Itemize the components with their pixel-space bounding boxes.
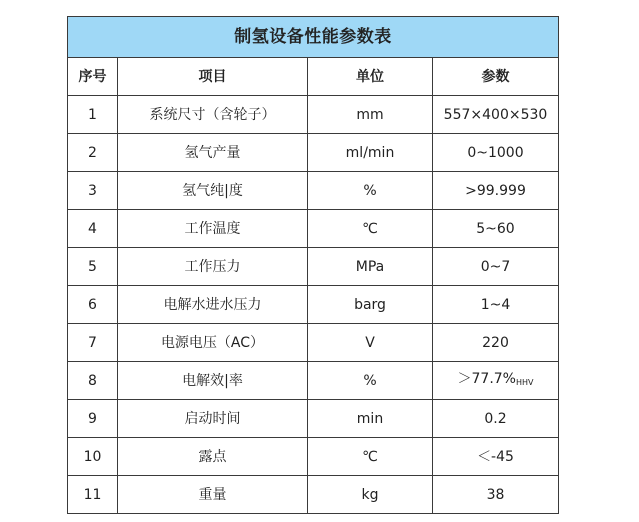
- row-param: [433, 400, 559, 438]
- title-row: [68, 17, 559, 58]
- row-unit-text: %: [363, 182, 377, 199]
- row-param: [433, 476, 559, 514]
- row-unit: [308, 438, 433, 476]
- row-number-text: 10: [83, 448, 102, 465]
- row-param: [433, 362, 559, 400]
- row-unit: [308, 172, 433, 210]
- row-number-text: 6: [88, 296, 97, 313]
- header-unit: 单位: [308, 58, 433, 96]
- row-param-text: 0~1000: [467, 144, 524, 161]
- row-number: [68, 248, 118, 286]
- row-unit: [308, 324, 433, 362]
- row-item: [118, 286, 308, 324]
- row-item: [118, 324, 308, 362]
- header-row: [68, 58, 559, 96]
- table-row: [68, 248, 559, 286]
- row-param-text: 38: [486, 486, 505, 503]
- row-unit-text: barg: [354, 296, 386, 313]
- row-item-text: 工作温度: [184, 220, 241, 237]
- row-number-text: 7: [88, 334, 97, 351]
- row-param-text: 0.2: [484, 410, 507, 427]
- row-item: [118, 362, 308, 400]
- row-number-text: 1: [88, 106, 97, 123]
- row-unit-text: V: [365, 334, 375, 351]
- row-param: [433, 172, 559, 210]
- table-row: [68, 172, 559, 210]
- row-number-text: 8: [88, 372, 97, 389]
- row-item-text: 工作压力: [184, 258, 241, 275]
- row-item-text: 重量: [198, 486, 227, 503]
- row-param: [433, 324, 559, 362]
- row-item: [118, 438, 308, 476]
- row-number: [68, 476, 118, 514]
- row-unit-text: %: [363, 372, 377, 389]
- row-number-text: 9: [88, 410, 97, 427]
- spec-table: [67, 16, 559, 514]
- row-param: [433, 96, 559, 134]
- row-param: [433, 210, 559, 248]
- header-no: 序号: [68, 58, 118, 96]
- row-unit: [308, 476, 433, 514]
- row-unit: [308, 134, 433, 172]
- row-item-text: 氢气纯|度: [182, 182, 243, 199]
- row-number: [68, 400, 118, 438]
- row-unit-text: kg: [361, 486, 379, 503]
- row-param-text: >99.999: [465, 182, 526, 199]
- row-item: [118, 476, 308, 514]
- row-number: [68, 172, 118, 210]
- row-item-text: 电解效|率: [182, 372, 243, 389]
- row-param: [433, 248, 559, 286]
- row-param-text: 557×400×530: [443, 106, 548, 123]
- row-param: [433, 134, 559, 172]
- row-unit: [308, 362, 433, 400]
- row-number: [68, 324, 118, 362]
- table-row: [68, 362, 559, 400]
- table-row: [68, 96, 559, 134]
- row-number: [68, 362, 118, 400]
- row-item-text: 电源电压（AC）: [160, 334, 265, 351]
- row-item: [118, 172, 308, 210]
- table-row: [68, 210, 559, 248]
- table-row: [68, 324, 559, 362]
- row-item: [118, 134, 308, 172]
- table-title: 制氢设备性能参数表: [68, 17, 559, 58]
- row-unit-text: min: [356, 410, 384, 427]
- row-item-text: 启动时间: [184, 410, 241, 427]
- table-row: [68, 438, 559, 476]
- table-row: [68, 476, 559, 514]
- row-unit: [308, 248, 433, 286]
- row-unit-text: ml/min: [345, 144, 395, 161]
- row-param: [433, 438, 559, 476]
- row-param-text: 1~4: [480, 296, 511, 313]
- row-param-text: ＞77.7%: [457, 370, 516, 387]
- row-item-text: 电解水进水压力: [163, 296, 262, 313]
- row-unit: [308, 400, 433, 438]
- row-number-text: 11: [83, 486, 102, 503]
- row-item-text: 露点: [198, 448, 227, 465]
- row-item: [118, 248, 308, 286]
- row-item: [118, 210, 308, 248]
- row-number-text: 3: [88, 182, 97, 199]
- row-param-text: ＜-45: [477, 448, 514, 465]
- row-unit-text: mm: [356, 106, 384, 123]
- row-param: [433, 286, 559, 324]
- row-unit-text: ℃: [362, 220, 378, 237]
- row-number: [68, 286, 118, 324]
- row-item-text: 氢气产量: [184, 144, 241, 161]
- row-item: [118, 96, 308, 134]
- table-row: [68, 134, 559, 172]
- table-row: [68, 400, 559, 438]
- header-param: 参数: [433, 58, 559, 96]
- row-number-text: 4: [88, 220, 97, 237]
- row-number: [68, 438, 118, 476]
- row-item: [118, 400, 308, 438]
- row-number-text: 5: [88, 258, 97, 275]
- row-param-text: 0~7: [480, 258, 511, 275]
- param-subscript: HHV: [515, 377, 534, 387]
- row-number-text: 2: [88, 144, 97, 161]
- row-number: [68, 134, 118, 172]
- row-unit: [308, 286, 433, 324]
- row-unit-text: ℃: [362, 448, 378, 465]
- row-unit-text: MPa: [355, 258, 385, 275]
- table-body: [68, 96, 559, 514]
- header-item: 项目: [118, 58, 308, 96]
- row-unit: [308, 96, 433, 134]
- row-param-text: 220: [482, 334, 509, 351]
- row-number: [68, 210, 118, 248]
- row-param-text: 5~60: [476, 220, 515, 237]
- row-number: [68, 96, 118, 134]
- row-unit: [308, 210, 433, 248]
- table-row: [68, 286, 559, 324]
- row-item-text: 系统尺寸（含轮子）: [149, 106, 276, 123]
